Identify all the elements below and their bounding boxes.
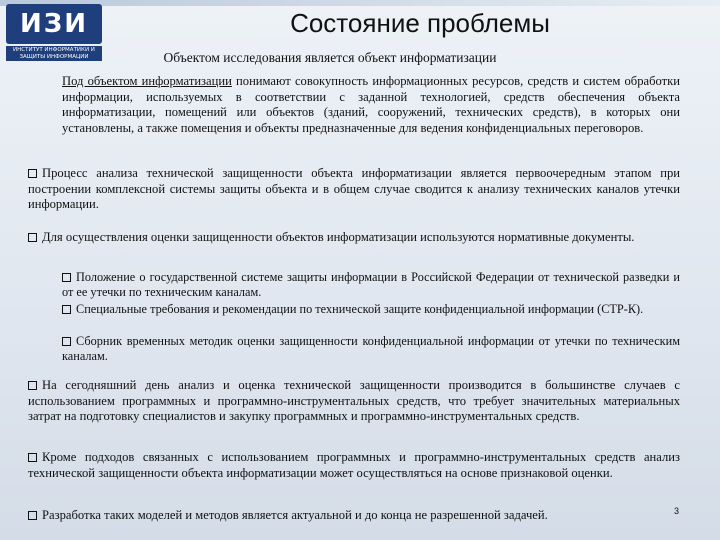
doc-text: Специальные требования и рекомендации по технической защите конфиденциальной информации (СТР-К). <box>76 302 644 316</box>
checkbox-bullet-icon <box>28 511 37 520</box>
bullet-paragraph-5 <box>28 508 680 524</box>
checkbox-bullet-icon <box>28 233 37 242</box>
bullet-paragraph-4 <box>28 450 680 481</box>
checkbox-bullet-icon <box>28 169 37 178</box>
bullet-text: Разработка таких моделей и методов является актуальной и до конца не разрешенной задачей. <box>42 508 548 522</box>
definition-text: понимают совокупность информационных ресурсов, средств и систем обработки информации, используемых в соответствии с заданной технологией, средств обеспечения объекта информатизации, помещений или объектов (зданий, сооружений, технических средств), в которых они установлены, а также помещения и объекты предназначенные для ведения конфиденциальных переговоров. <box>62 74 680 135</box>
slide-subtitle: Объектом исследования является объект информатизации <box>163 50 497 65</box>
checkbox-bullet-icon <box>28 381 37 390</box>
definition-paragraph <box>62 74 680 136</box>
bullet-text: На сегодняшний день анализ и оценка технической защищенности производится в большинстве случаев с использованием программных и программно-инструментальных средств, что требует значительных материальных затрат на подготовку специалистов и закупку программных и программно-инструментальных средств. <box>28 378 680 423</box>
institute-logo <box>6 4 102 62</box>
definition-term: Под объектом информатизации <box>62 74 232 88</box>
doc-text: Положение о государственной системе защиты информации в Российской Федерации от технической разведки и от ее утечки по техническим каналам. <box>62 270 680 299</box>
bullet-paragraph-3 <box>28 378 680 425</box>
bullet-text: Кроме подходов связанных с использованием программных и программно-инструментальных средств анализ технической защищенности объекта информатизации может осуществляться на основе признаковой оценки. <box>28 450 680 480</box>
checkbox-bullet-icon <box>28 453 37 462</box>
logo-mark: ИЗИ <box>6 4 102 44</box>
bullet-paragraph-2 <box>28 230 680 246</box>
checkbox-bullet-icon <box>62 273 71 282</box>
bullet-text: Процесс анализа технической защищенности объекта информатизации является первоочередным этапом при построении комплексной системы защиты объекта и в общем случае сводится к анализу технических каналов утечки информации. <box>28 166 680 211</box>
top-decoration-bar <box>0 0 720 6</box>
slide-title: Состояние проблемы <box>290 8 550 38</box>
page-number: 3 <box>674 506 680 516</box>
checkbox-bullet-icon <box>62 305 71 314</box>
doc-item-3 <box>62 334 680 363</box>
bullet-paragraph-1 <box>28 166 680 213</box>
doc-item-2 <box>62 302 680 317</box>
doc-item-1 <box>62 270 680 299</box>
bullet-text: Для осуществления оценки защищенности объектов информатизации используются нормативные документы. <box>42 230 635 244</box>
logo-caption: ИНСТИТУТ ИНФОРМАТИКИ И ЗАЩИТЫ ИНФОРМАЦИИ <box>6 46 102 61</box>
checkbox-bullet-icon <box>62 337 71 346</box>
doc-text: Сборник временных методик оценки защищенности конфиденциальной информации от утечки по техническим каналам. <box>62 334 680 363</box>
